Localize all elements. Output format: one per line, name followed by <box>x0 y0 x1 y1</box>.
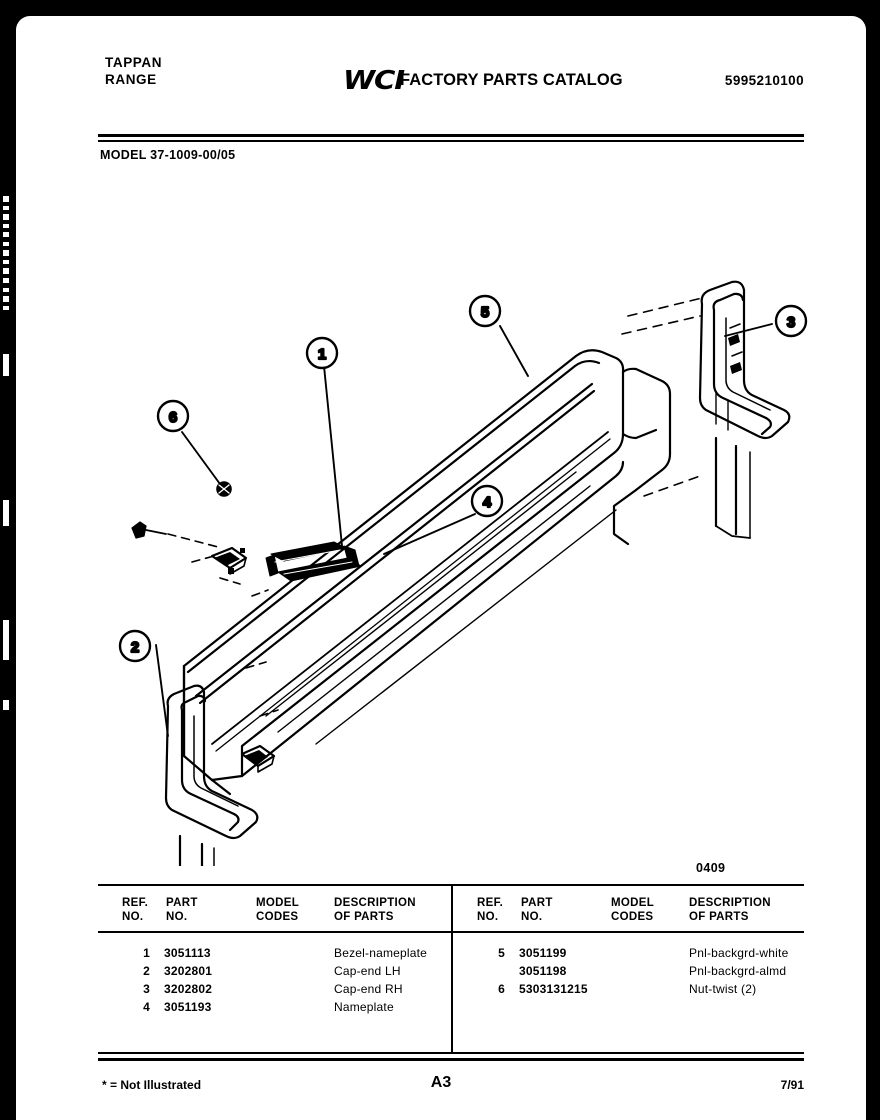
table-row[interactable] <box>98 982 451 999</box>
callout-5-label: 5 <box>480 304 490 321</box>
table-row[interactable] <box>98 1000 451 1017</box>
table-row[interactable] <box>453 946 806 963</box>
drawing-number: 0409 <box>696 861 726 875</box>
parts-table-right <box>453 884 806 1054</box>
cell-ref-no: 4 <box>143 1000 150 1014</box>
callout-4[interactable] <box>472 486 502 516</box>
scan-fleck <box>3 700 9 710</box>
table-row[interactable] <box>453 982 806 999</box>
scan-fleck <box>3 620 9 660</box>
column-header-model-codes: MODEL CODES <box>256 897 300 923</box>
cell-description: Nut-twist (2) <box>689 982 757 996</box>
cell-description: Cap-end RH <box>334 982 403 996</box>
callout-leader-lines <box>156 324 772 736</box>
scan-fleck <box>3 288 9 292</box>
page-header <box>16 16 866 126</box>
scan-fleck <box>3 214 9 220</box>
callout-6-label: 6 <box>168 409 178 426</box>
nameplate-bezel-assembly <box>266 542 361 581</box>
table-row[interactable] <box>98 946 451 963</box>
callout-bubbles <box>120 296 806 661</box>
cell-description: Pnl-backgrd-almd <box>689 964 787 978</box>
cell-part-no: 3202801 <box>164 964 213 978</box>
cell-part-no: 3051113 <box>164 946 211 960</box>
header-rule-lower <box>98 140 804 142</box>
scan-fleck <box>3 500 9 526</box>
cell-ref-no: 6 <box>498 982 505 996</box>
screw-guide-line <box>168 534 268 596</box>
callout-1-label: 1 <box>317 346 327 363</box>
revision-date: 7/91 <box>780 1078 804 1092</box>
mounting-screw <box>132 522 166 538</box>
column-header-ref-no: REF. NO. <box>477 897 504 923</box>
header-rule-upper <box>98 134 804 137</box>
callout-5[interactable] <box>470 296 500 326</box>
backguard-panel-outline <box>184 350 623 794</box>
cell-description: Pnl-backgrd-white <box>689 946 789 960</box>
callout-3[interactable] <box>776 306 806 336</box>
table-row[interactable] <box>453 964 806 981</box>
not-illustrated-note: * = Not Illustrated <box>102 1078 202 1092</box>
column-header-model-codes: MODEL CODES <box>611 897 655 923</box>
assembly-guide-lines <box>622 298 702 496</box>
table-row[interactable] <box>98 964 451 981</box>
callout-1[interactable] <box>307 338 337 368</box>
page-number: A3 <box>430 1074 452 1091</box>
column-header-part-no: PART NO. <box>166 897 198 923</box>
column-header-description: DESCRIPTION OF PARTS <box>689 897 771 923</box>
cell-ref-no: 1 <box>143 946 150 960</box>
scan-fleck <box>3 232 9 237</box>
scan-fleck <box>3 354 9 376</box>
cell-part-no: 3051193 <box>164 1000 212 1014</box>
cell-part-no: 3051198 <box>519 964 567 978</box>
cell-part-no: 5303131215 <box>519 982 588 996</box>
scan-fleck <box>3 224 9 228</box>
cell-part-no: 3202802 <box>164 982 213 996</box>
catalog-number: 5995210100 <box>724 73 804 88</box>
scan-fleck <box>3 260 9 264</box>
column-header-part-no: PART NO. <box>521 897 553 923</box>
exploded-parts-diagram <box>16 176 866 866</box>
catalog-title: FACTORY PARTS CATALOG <box>400 71 623 89</box>
parts-table-left <box>98 884 451 1054</box>
cell-ref-no: 2 <box>143 964 150 978</box>
column-header-description: DESCRIPTION OF PARTS <box>334 897 416 923</box>
footer-rule <box>98 1058 804 1061</box>
wci-logo: WCI <box>343 66 404 96</box>
callout-6[interactable] <box>158 401 188 431</box>
callout-4-label: 4 <box>482 494 492 511</box>
cell-description: Cap-end LH <box>334 964 401 978</box>
lh-cap-fit-guide <box>246 662 278 716</box>
callout-3-label: 3 <box>786 314 796 331</box>
scan-fleck <box>3 242 9 246</box>
callout-2-label: 2 <box>130 639 140 656</box>
callout-2[interactable] <box>120 631 150 661</box>
brand-line-2: RANGE <box>105 72 157 87</box>
scan-fleck <box>3 306 9 310</box>
model-label: MODEL 37-1009-00/05 <box>100 148 236 162</box>
scan-fleck <box>3 278 9 283</box>
cell-description: Bezel-nameplate <box>334 946 428 960</box>
cell-ref-no: 3 <box>143 982 150 996</box>
scan-fleck <box>3 296 9 302</box>
cell-part-no: 3051199 <box>519 946 567 960</box>
brand-name <box>105 54 162 88</box>
cell-ref-no: 5 <box>498 946 505 960</box>
column-header-ref-no: REF. NO. <box>122 897 149 923</box>
scan-fleck <box>3 206 9 210</box>
brand-line-1: TAPPAN <box>105 55 163 70</box>
catalog-page <box>16 16 866 1120</box>
scan-fleck <box>3 250 9 256</box>
cell-description: Nameplate <box>334 1000 394 1014</box>
scan-fleck <box>3 196 9 202</box>
parts-table <box>98 884 804 1054</box>
scan-fleck <box>3 268 9 274</box>
